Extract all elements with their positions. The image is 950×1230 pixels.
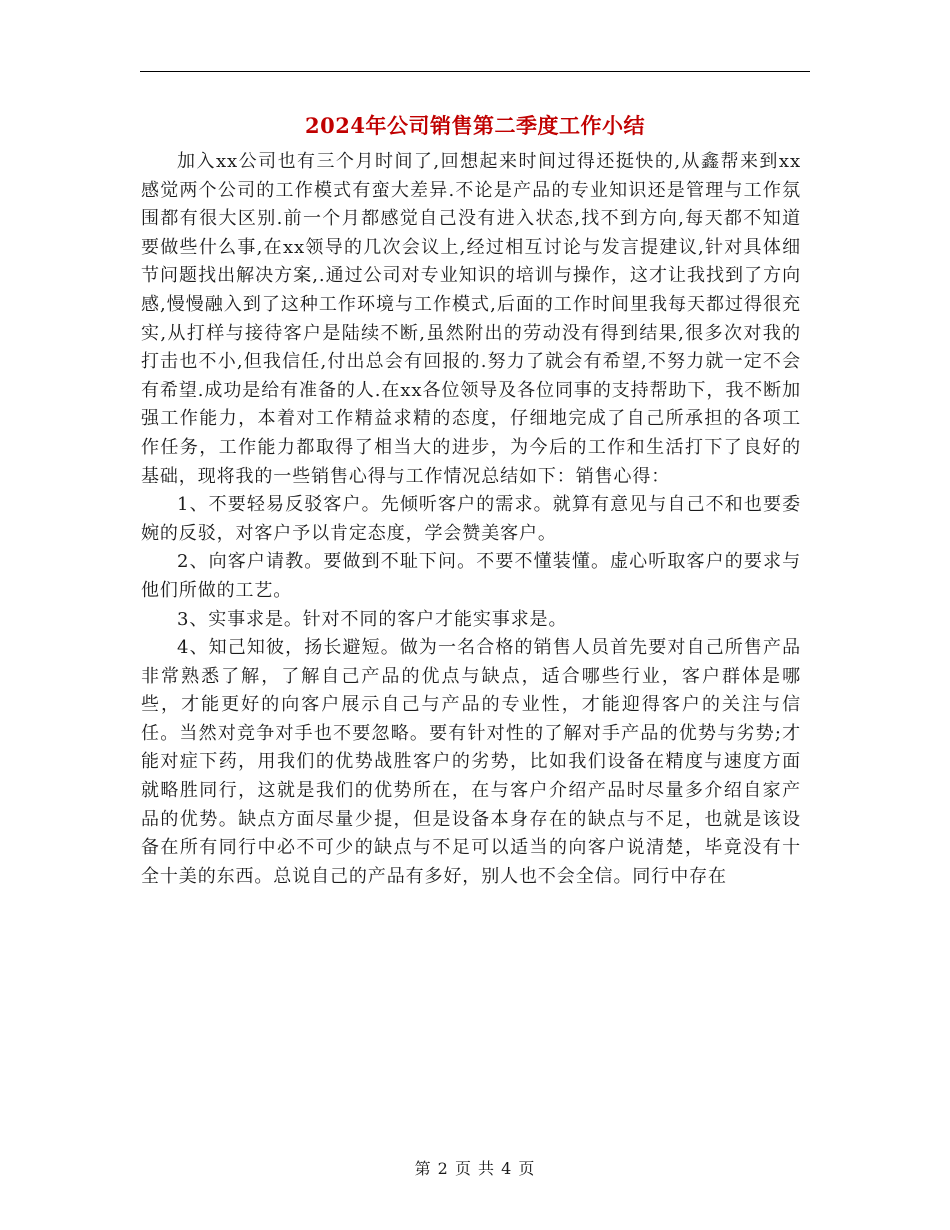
paragraph-item-3: 3、实事求是。针对不同的客户才能实事求是。 (177, 608, 568, 630)
header-rule (140, 71, 810, 72)
document-title: 2024年公司销售第二季度工作小结 (305, 113, 645, 138)
paragraph-intro: 加入xx公司也有三个月时间了,回想起来时间过得还挺快的,从鑫帮来到xx感觉两个公司的工作模式有蛮大差异.不论是产品的专业知识还是管理与工作氛围都有很大区别.前一个月都感觉自己没有进入状态,找不到方向,每天都不知道要做些什么事,在xx领导的几次会议上,经过相互讨论与发言提建议,针对具体细节问题找出解决方案,.通过公司对专业知识的培训与操作，这才让我找到了方向感,慢慢融入到了这种工作环境与工作模式,后面的工作时间里我每天都过得很充实,从打样与接待客户是陆续不断,虽然附出的劳动没有得到结果,很多次对我的打击也不小,但我信任,付出总会有回报的.努力了就会有希望,不努力就一定不会有希望.成功是给有准备的人.在xx各位领导及各位同事的支持帮助下，我不断加强工作能力，本着对工作精益求精的态度，仔细地完成了自己所承担的各项工作任务，工作能力都取得了相当大的进步，为今后的工作和生活打下了良好的基础，现将我的一些销售心得与工作情况总结如下：销售心得： (141, 151, 801, 487)
document-body (141, 148, 801, 891)
paragraph-item-2: 2、向客户请教。要做到不耻下问。不要不懂装懂。虚心听取客户的要求与他们所做的工艺。 (141, 551, 801, 601)
paragraph-item-1: 1、不要轻易反驳客户。先倾听客户的需求。就算有意见与自己不和也要委婉的反驳，对客户予以肯定态度，学会赞美客户。 (141, 494, 801, 544)
paragraph-item-4: 4、知己知彼，扬长避短。做为一名合格的销售人员首先要对自己所售产品非常熟悉了解，了解自己产品的优点与缺点，适合哪些行业，客户群体是哪些，才能更好的向客户展示自己与产品的专业性，才能迎得客户的关注与信任。当然对竞争对手也不要忽略。要有针对性的了解对手产品的优势与劣势;才能对症下药，用我们的优势战胜客户的劣势，比如我们设备在精度与速度方面就略胜同行，这就是我们的优势所在，在与客户介绍产品时尽量多介绍自家产品的优势。缺点方面尽量少提，但是设备本身存在的缺点与不足，也就是该设备在所有同行中必不可少的缺点与不足可以适当的向客户说清楚，毕竟没有十全十美的东西。总说自己的产品有多好，别人也不会全信。同行中存在 (141, 637, 801, 887)
page-number-footer: 第 2 页 共 4 页 (414, 1159, 536, 1178)
